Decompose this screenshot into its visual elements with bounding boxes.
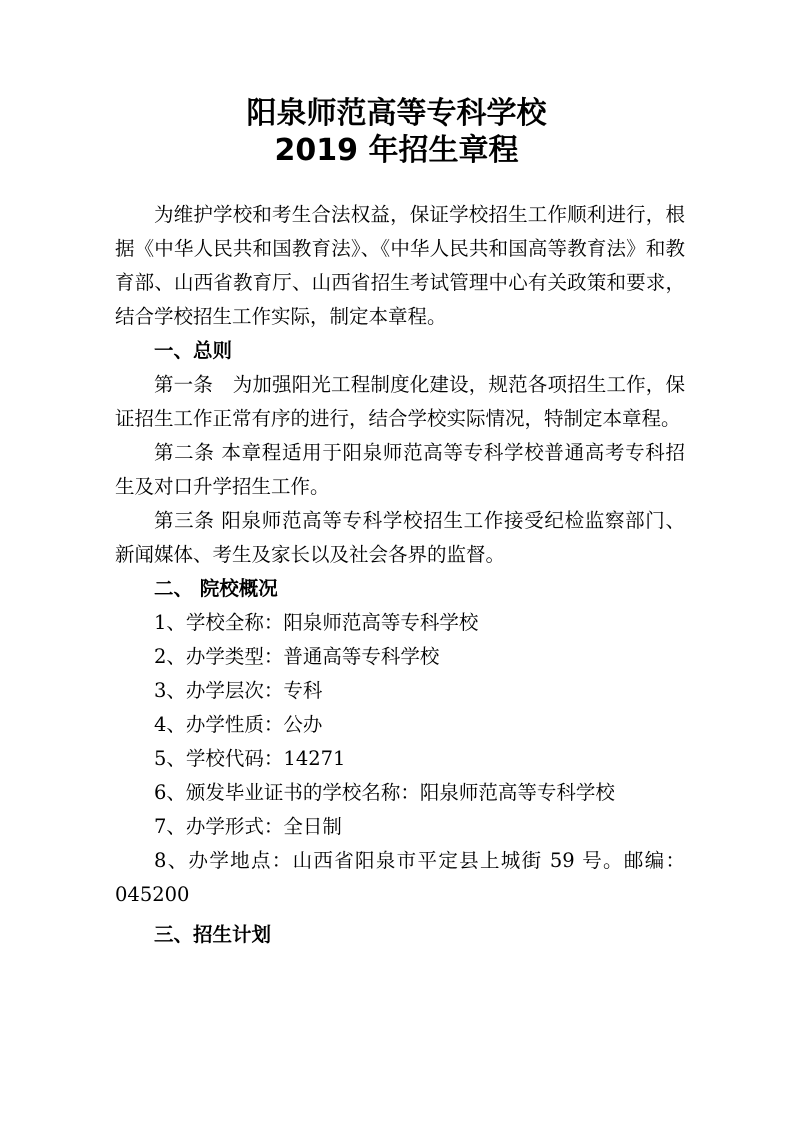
overview-item: 7、办学形式：全日制 xyxy=(154,815,342,838)
intro-paragraph: 为维护学校和考生合法权益，保证学校招生工作顺利进行，根据《中华人民共和国教育法》、《中华人民共和国高等教育法》和教育部、山西省教育厅、山西省招生考试管理中心有关政策和要求，结合学校招生工作实际，制定本章程。 xyxy=(115,203,685,328)
document-subtitle: 2019 年招生章程 xyxy=(274,133,519,168)
section-heading-overview: 二、 院校概况 xyxy=(154,577,278,600)
section-heading-general: 一、总则 xyxy=(154,339,233,362)
section-heading-plan: 三、招生计划 xyxy=(154,923,272,946)
overview-item: 2、办学类型：普通高等专科学校 xyxy=(154,645,440,668)
overview-item: 1、学校全称：阳泉师范高等专科学校 xyxy=(154,611,479,634)
document-title: 阳泉师范高等专科学校 xyxy=(246,96,547,131)
article-3: 第三条 阳泉师范高等专科学校招生工作接受纪检监察部门、新闻媒体、考生及家长以及社会各界的监督。 xyxy=(115,509,685,566)
article-1: 第一条 为加强阳光工程制度化建设，规范各项招生工作，保证招生工作正常有序的进行，结合学校实际情况，特制定本章程。 xyxy=(115,373,685,430)
overview-item: 4、办学性质：公办 xyxy=(154,713,323,736)
overview-item: 3、办学层次：专科 xyxy=(154,679,323,702)
document-body xyxy=(115,198,685,952)
article-2: 第二条 本章程适用于阳泉师范高等专科学校普通高考专科招生及对口升学招生工作。 xyxy=(115,441,685,498)
overview-item-address: 8、办学地点：山西省阳泉市平定县上城街 59 号。邮编：045200 xyxy=(115,849,685,906)
overview-item: 6、颁发毕业证书的学校名称：阳泉师范高等专科学校 xyxy=(154,781,615,804)
overview-item: 5、学校代码：14271 xyxy=(154,747,346,770)
